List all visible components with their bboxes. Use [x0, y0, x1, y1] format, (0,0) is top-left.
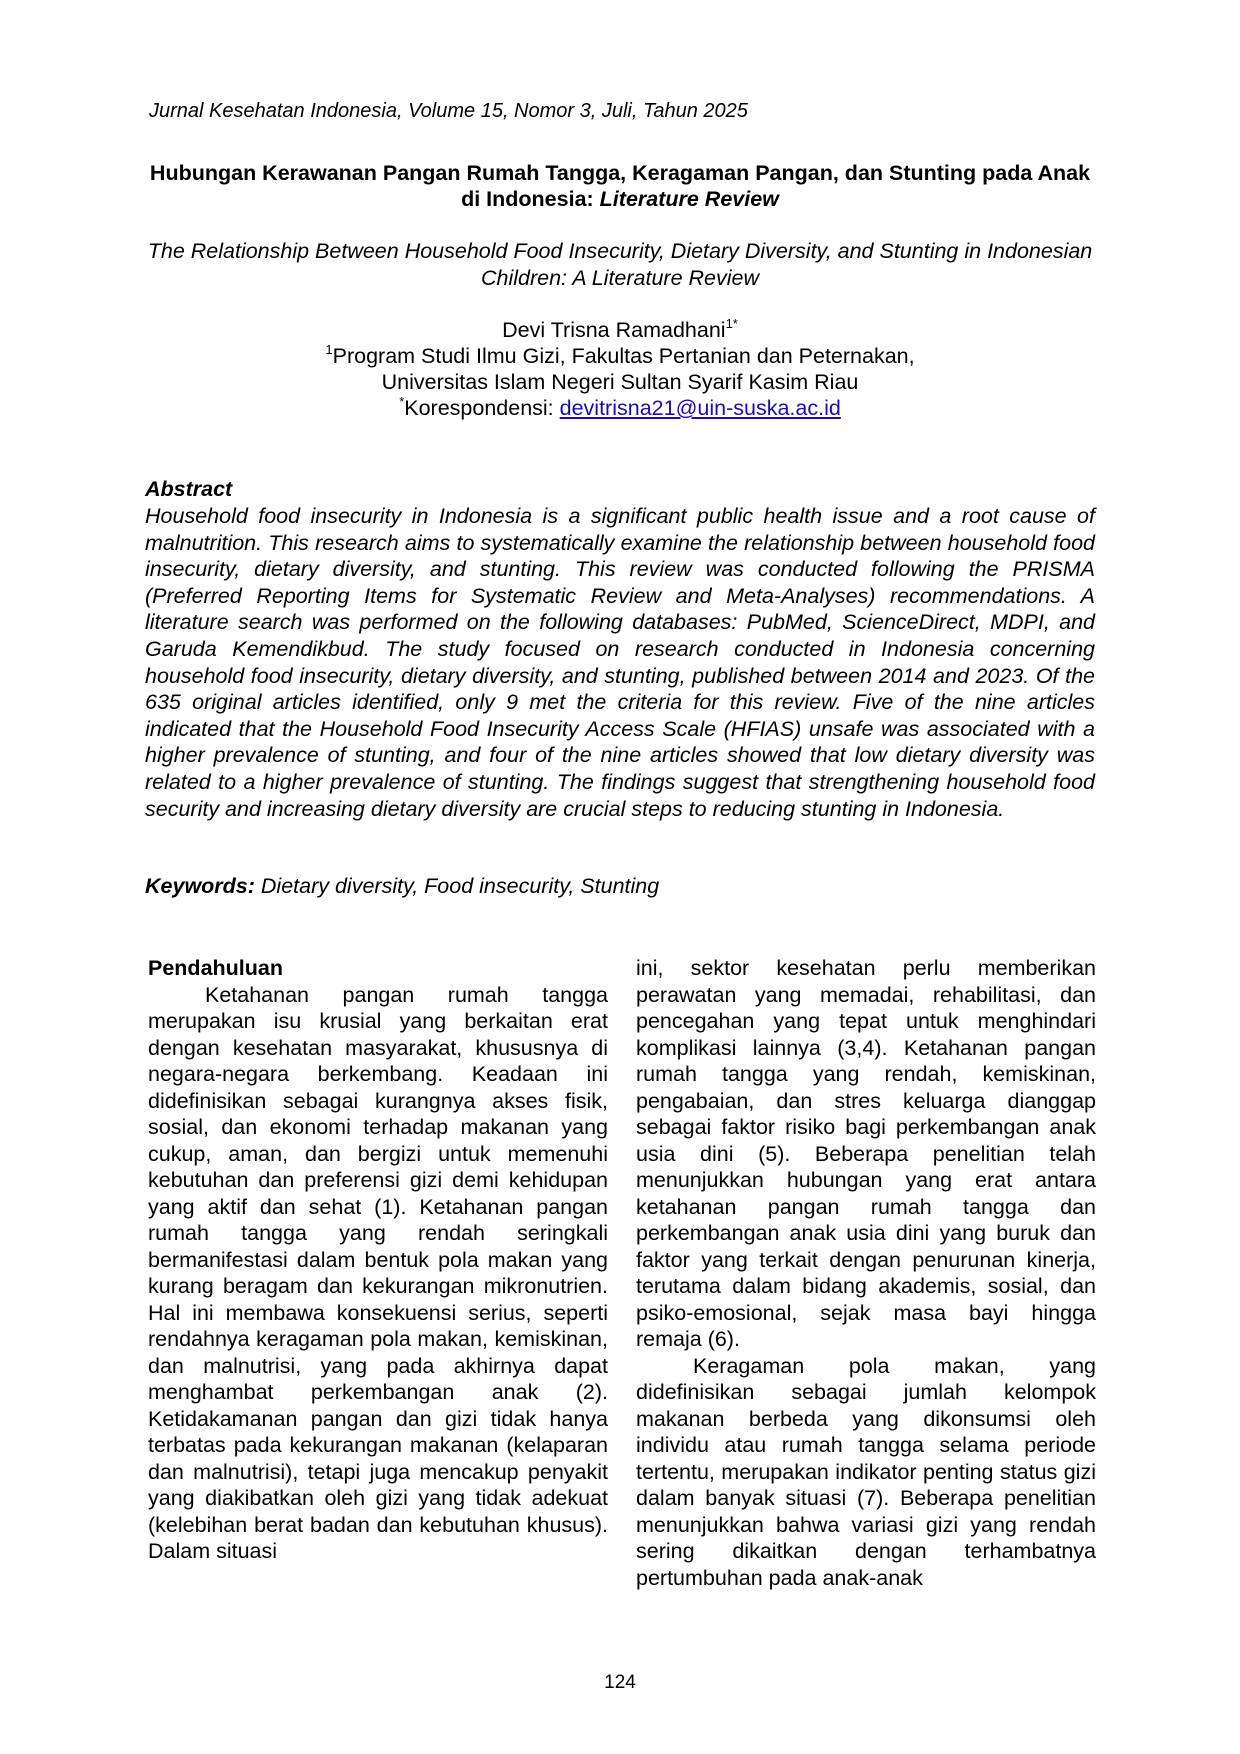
- intro-paragraph-1: Ketahanan pangan rumah tangga merupakan isu krusial yang berkaitan erat dengan kesehatan masyarakat, khususnya di negara-negara berkembang. Keadaan ini didefinisikan sebagai kurangnya akses fisik, sosial, dan ekonomi terhadap makanan yang cukup, aman, dan bergizi untuk memenuhi kebutuhan dan preferensi gizi demi kehidupan yang aktif dan sehat (1). Ketahanan pangan rumah tangga yang rendah seringkali bermanifestasi dalam bentuk pola makan yang kurang beragam dan kekurangan mikronutrien. Hal ini membawa konsekuensi serius, seperti rendahnya keragaman pola makan, kemiskinan, dan malnutrisi, yang pada akhirnya dapat menghambat perkembangan anak (2). Ketidakamanan pangan dan gizi tidak hanya terbatas pada kekurangan makanan (kelaparan dan malnutrisi), tetapi juga mencakup penyakit yang diakibatkan oleh gizi yang tidak adekuat (kelebihan berat badan dan kebutuhan khusus). Dalam situasi: [148, 982, 608, 1563]
- author-name-sup: 1*: [725, 316, 738, 331]
- author-block: [145, 317, 1095, 421]
- article-title-main: Hubungan Kerawanan Pangan Rumah Tangga, Keragaman Pangan, dan Stunting pada Anak di Indonesia:: [149, 161, 1091, 211]
- intro-paragraph-1-continued: ini, sektor kesehatan perlu memberikan perawatan yang memadai, rehabilitasi, dan pencegahan yang tepat untuk menghindari komplikasi lainnya (3,4). Ketahanan pangan rumah tangga yang rendah, kemiskinan, pengabaian, dan stres keluarga dianggap sebagai faktor risiko bagi perkembangan anak usia dini (5). Beberapa penelitian telah menunjukkan hubungan yang erat antara ketahanan pangan rumah tangga dan perkembangan anak usia dini yang buruk dan faktor yang terkait dengan penurunan kinerja, terutama dalam bidang akademis, sosial, dan psiko-emosional, sejak masa bayi hingga remaja (6).: [636, 956, 1096, 1351]
- keywords-line: [145, 873, 659, 899]
- article-title: [145, 160, 1095, 212]
- correspondence-sup: *: [399, 394, 405, 409]
- affiliation-text-1: Program Studi Ilmu Gizi, Fakultas Pertanian dan Peternakan,: [332, 344, 915, 368]
- keywords-text: Dietary diversity, Food insecurity, Stunting: [254, 874, 660, 898]
- email-link[interactable]: devitrisna21@uin-suska.ac.id: [559, 396, 841, 420]
- page-number: 124: [604, 1672, 636, 1693]
- left-column: [148, 955, 608, 1565]
- author-name: Devi Trisna Ramadhani: [502, 318, 726, 342]
- journal-header: Jurnal Kesehatan Indonesia, Volume 15, Nomor 3, Juli, Tahun 2025: [149, 100, 748, 122]
- correspondence-line: [145, 395, 1095, 421]
- author-line: [145, 317, 1095, 343]
- article-subtitle-english: The Relationship Between Household Food Insecurity, Dietary Diversity, and Stunting in Indonesian Children: A Literature Review: [147, 239, 1093, 290]
- section-heading-introduction: Pendahuluan: [148, 956, 283, 980]
- affiliation-line-1: [145, 343, 1095, 369]
- article-title-italic: Literature Review: [599, 187, 779, 211]
- affiliation-sup: 1: [325, 342, 333, 357]
- affiliation-line-2: Universitas Islam Negeri Sultan Syarif Kasim Riau: [381, 370, 859, 394]
- abstract-body: Household food insecurity in Indonesia is a significant public health issue and a root cause of malnutrition. This research aims to systematically examine the relationship between household food insecurity, dietary diversity, and stunting. This review was conducted following the PRISMA (Preferred Reporting Items for Systematic Review and Meta-Analyses) recommendations. A literature search was performed on the following databases: PubMed, ScienceDirect, MDPI, and Garuda Kemendikbud. The study focused on research conducted in Indonesia concerning household food insecurity, dietary diversity, and stunting, published between 2014 and 2023. Of the 635 original articles identified, only 9 met the criteria for this review. Five of the nine articles indicated that the Household Food Insecurity Access Scale (HFIAS) unsafe was associated with a higher prevalence of stunting, and four of the nine articles showed that low dietary diversity was related to a higher prevalence of stunting. The findings suggest that strengthening household food security and increasing dietary diversity are crucial steps to reducing stunting in Indonesia.: [145, 504, 1095, 821]
- abstract-heading: Abstract: [145, 477, 233, 501]
- correspondence-label: Korespondensi:: [404, 396, 560, 420]
- intro-paragraph-2: Keragaman pola makan, yang didefinisikan sebagai jumlah kelompok makanan berbeda yang dikonsumsi oleh individu atau rumah tangga selama periode tertentu, merupakan indikator penting status gizi dalam banyak situasi (7). Beberapa penelitian menunjukkan bahwa variasi gizi yang rendah sering dikaitkan dengan terhambatnya pertumbuhan pada anak-anak: [636, 1353, 1096, 1590]
- keywords-label: Keywords:: [145, 874, 255, 898]
- right-column: [636, 955, 1096, 1591]
